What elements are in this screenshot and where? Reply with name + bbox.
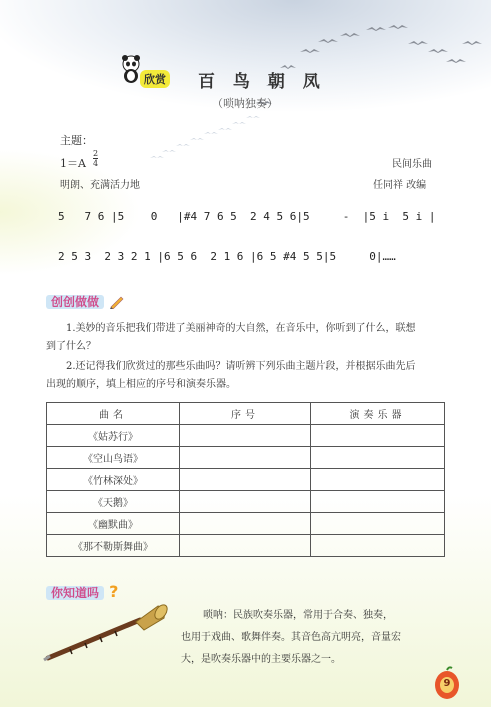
- number-cell[interactable]: [180, 425, 311, 447]
- header-name: 曲名: [47, 403, 180, 425]
- question-1: 1.美妙的音乐把我们带进了美丽神奇的大自然，在音乐中，你听到了什么，联想: [66, 323, 416, 334]
- appreciation-tag: 欣赏: [140, 70, 170, 88]
- number-cell[interactable]: [180, 513, 311, 535]
- song-name: 《姑苏行》: [47, 425, 180, 447]
- song-name: 《天鹅》: [47, 491, 180, 513]
- table-row: [47, 491, 445, 513]
- section-create-label: 创创做做: [46, 295, 104, 309]
- instrument-cell[interactable]: [311, 535, 445, 557]
- table-row: [47, 425, 445, 447]
- number-cell[interactable]: [180, 469, 311, 491]
- section-know-title: [46, 582, 118, 601]
- page-number: 9: [443, 678, 451, 689]
- score-line-1: 5 7 6 |5 0 |#4 7 6 5 2 4 5 6|5 - |5 i 5 i |: [58, 210, 436, 223]
- question-2: 2.还记得我们欣赏过的那些乐曲吗？请听辨下列乐曲主题片段，并根据乐曲先后: [66, 361, 416, 372]
- section-know-label: 你知道吗: [46, 586, 104, 600]
- instrument-cell[interactable]: [311, 491, 445, 513]
- answer-table: [46, 402, 445, 557]
- table-row: [47, 535, 445, 557]
- instrument-cell[interactable]: [311, 513, 445, 535]
- suona-illustration: [40, 600, 170, 670]
- section-create-title: [46, 291, 125, 310]
- number-cell[interactable]: [180, 535, 311, 557]
- page-subtitle: （唢呐独奏）: [212, 97, 278, 110]
- song-name: 《竹林深处》: [47, 469, 180, 491]
- arranger: 任同祥 改编: [373, 180, 427, 191]
- tempo-marking: 明朗、充满活力地: [60, 180, 140, 191]
- song-name: 《那不勒斯舞曲》: [47, 535, 180, 557]
- number-cell[interactable]: [180, 447, 311, 469]
- meter-bottom: 4: [93, 159, 99, 168]
- table-row: [47, 447, 445, 469]
- question-mark-icon: ?: [109, 582, 119, 601]
- header-number: 序号: [180, 403, 311, 425]
- table-header-row: [47, 403, 445, 425]
- song-name: 《空山鸟语》: [47, 447, 180, 469]
- instrument-cell[interactable]: [311, 425, 445, 447]
- info-line-1: 唢呐：民族吹奏乐器，常用于合奏、独奏，: [203, 610, 393, 621]
- theme-label: 主题：: [60, 134, 93, 147]
- meter-top: 2: [93, 149, 99, 158]
- score-line-2: 2 5 3 2 3 2 1 |6 5 6 2 1 6 |6 5 #4 5 5|5 0|……: [58, 250, 396, 263]
- table-row: [47, 513, 445, 535]
- number-cell[interactable]: [180, 491, 311, 513]
- music-origin: 民间乐曲: [392, 159, 432, 170]
- info-line-3: 大，是吹奏乐器中的主要乐器之一。: [181, 654, 341, 665]
- instrument-cell[interactable]: [311, 469, 445, 491]
- song-name: 《幽默曲》: [47, 513, 180, 535]
- key-signature: 1＝A: [60, 157, 86, 170]
- instrument-cell[interactable]: [311, 447, 445, 469]
- pencil-icon: [109, 295, 125, 309]
- page-title: 百 鸟 朝 凤: [198, 72, 326, 92]
- question-2-cont: 出现的顺序，填上相应的序号和演奏乐器。: [46, 379, 236, 390]
- time-signature: [93, 149, 98, 168]
- question-1-cont: 到了什么？: [46, 341, 96, 352]
- info-line-2: 也用于戏曲、歌舞伴奏。其音色高亢明亮，音量宏: [181, 632, 401, 643]
- table-row: [47, 469, 445, 491]
- header-instrument: 演奏乐器: [311, 403, 445, 425]
